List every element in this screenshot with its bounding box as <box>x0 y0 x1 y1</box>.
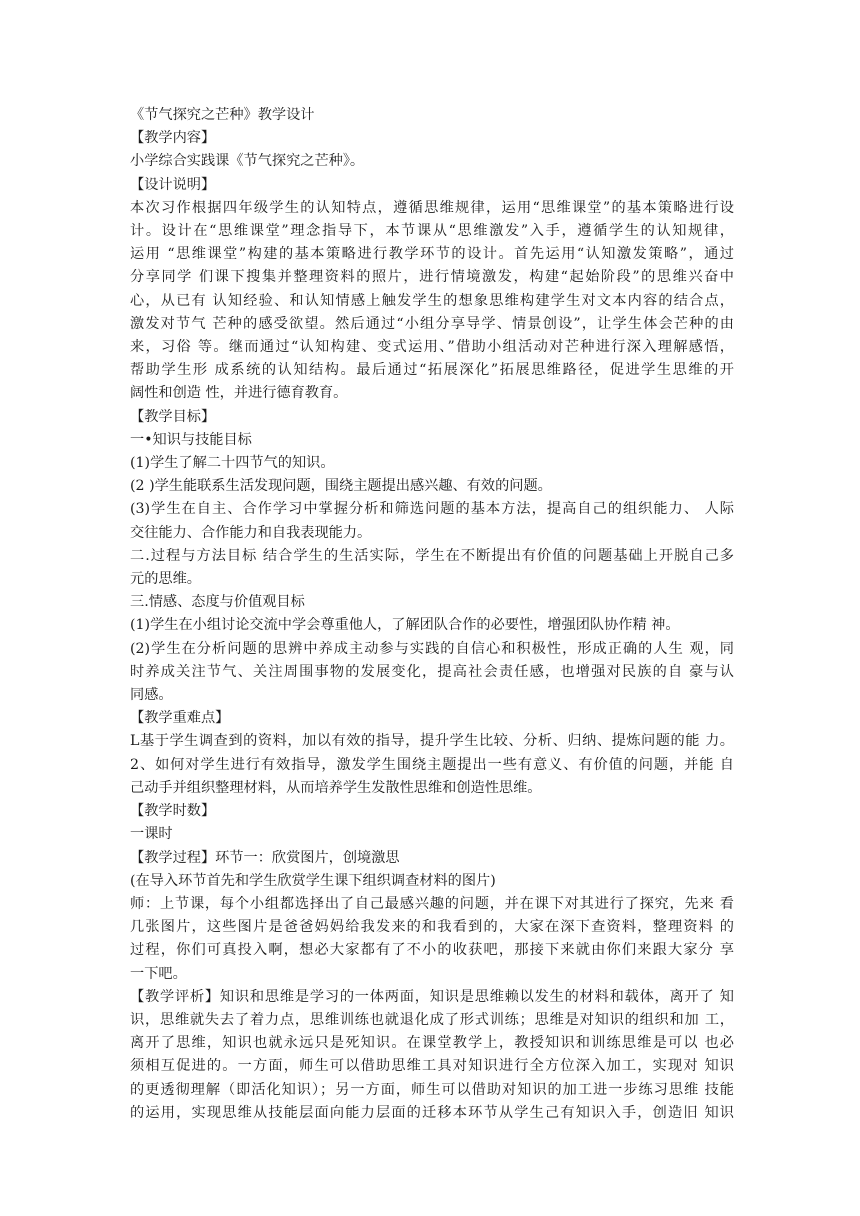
text-line: (2 )学生能联系生活发现问题，围绕主题提出感兴趣、有效的问题。 <box>130 478 552 495</box>
text-line: 的运用，实现思维从技能层面向能力层面的迁移本环节从学生己有知识入手，创造旧 知识 <box>130 1104 734 1121</box>
text-line: 2、如何对学生进行有效指导，激发学生围绕主题提出一些有意义、有价值的问题，并能 自 <box>130 756 734 773</box>
text-line: 计。设计在“思维课堂”理念指导下，本节课从“思维激发”入手，遵循学生的认知规律， <box>130 223 734 240</box>
text-line: 帮助学生形 成系统的认知结构。最后通过“拓展深化”拓展思维路径，促进学生思维的开 <box>130 362 734 379</box>
text-line: (2)学生在分析问题的思辨中养成主动参与实践的自信心和积极性，形成正确的人生 观，同 <box>130 640 734 657</box>
text-line: 【教学内容】 <box>130 130 216 147</box>
text-line: 阔性和创造 性，并进行德育教育。 <box>130 385 348 402</box>
text-line: 运用 “思维课堂”构建的基本策略进行教学环节的设计。首先运用“认知激发策略”，通过 <box>130 246 734 263</box>
text-line: 一下吧。 <box>130 965 187 982</box>
text-line: 过程，你们可真投入啊，想必大家都有了不小的收获吧，那接下来就由你们来跟大家分 享 <box>130 942 734 959</box>
text-line: 同感。 <box>130 687 173 704</box>
text-line: 三.情感、态度与价值观目标 <box>130 594 305 611</box>
text-line: 一•知识与技能目标 <box>130 431 252 448</box>
text-line: 一课时 <box>130 826 173 843</box>
document-title: 《节气探究之芒种》教学设计 <box>130 107 315 123</box>
text-line: L基于学生调查到的资料，加以有效的指导，提升学生比较、分析、归纳、提炼问题的能 力。 <box>130 733 734 750</box>
text-line: 识，思维就失去了着力点，思维训练也就退化成了形式训练；思维是对知识的组织和加 工， <box>130 1011 734 1028</box>
text-line: (1)学生了解二十四节气的知识。 <box>130 455 335 472</box>
text-line: 来，习俗 等。继而通过“认知构建、变式运用、”借助小组活动对芒种进行深入理解感悟， <box>130 339 734 356</box>
text-line: 二.过程与方法目标 结合学生的生活实际，学生在不断提出有价值的问题基础上开脱自己多 <box>130 547 734 564</box>
text-line: 几张图片，这些图片是爸爸妈妈给我发来的和我看到的，大家在深下查资料，整理资料 的 <box>130 919 734 936</box>
text-line: 心，从已有 认知经验、和认知情感上触发学生的想象思维构建学生对文本内容的结合点， <box>130 292 734 309</box>
text-line: 【教学目标】 <box>130 408 216 425</box>
text-line: 元的思维。 <box>130 571 201 588</box>
text-line: (1)学生在小组讨论交流中学会尊重他人，了解团队合作的必要性，增强团队协作精 神。 <box>130 617 680 634</box>
text-line: 的更透彻理解（即活化知识）；另一方面，师生可以借助对知识的加工进一步练习思维 技能 <box>130 1081 734 1098</box>
text-line: 激发对节气 芒种的感受欲望。然后通过“小组分享导学、情景创设”，让学生体会芒种的由 <box>130 315 734 332</box>
text-line: (3)学生在自主、合作学习中掌握分析和筛选问题的基本方法，提高自己的组织能力、 人际 <box>130 501 734 518</box>
text-line: 分享同学 们课下搜集并整理资料的照片，进行情境激发，构建“起始阶段”的思维兴奋中 <box>130 269 734 286</box>
text-line: 【教学时数】 <box>130 803 216 820</box>
text-line: 【设计说明】 <box>130 176 216 193</box>
text-line: 须相互促进的。一方面，师生可以借助思维工具对知识进行全方位深入加工，实现对 知识 <box>130 1058 734 1075</box>
text-line: 离开了思维，知识也就永远只是死知识。在课堂教学上，教授知识和训练思维是可以 也必 <box>130 1035 734 1052</box>
text-line: (在导入环节首先和学生欣赏学生课下组织调查材料的图片) <box>130 872 496 889</box>
text-line: 【教学评析】知识和思维是学习的一体两面，知识是思维赖以发生的材料和载体，离开了 知 <box>130 988 734 1005</box>
text-line: 【教学过程】环节一：欣赏图片，创境激思 <box>130 849 400 866</box>
text-line: 时养成关注节气、关注周围事物的发展变化，提高社会责任感，也增强对民族的自 豪与认 <box>130 663 734 680</box>
text-line: 己动手并组织整理材料，从而培养学生发散性思维和创造性思维。 <box>130 779 542 796</box>
text-line: 小学综合实践课《节气探究之芒种》。 <box>130 153 365 170</box>
text-line: 【教学重难点】 <box>130 710 230 727</box>
text-line: 交往能力、合作能力和自我表现能力。 <box>130 524 372 541</box>
document-page <box>130 104 734 1125</box>
text-line: 师：上节课，每个小组都选择出了自己最感兴趣的问题，并在课下对其进行了探究，先来 看 <box>130 895 734 912</box>
text-line: 本次习作根据四年级学生的认知特点，遵循思维规律，运用“思维课堂”的基本策略进行设 <box>130 199 734 216</box>
